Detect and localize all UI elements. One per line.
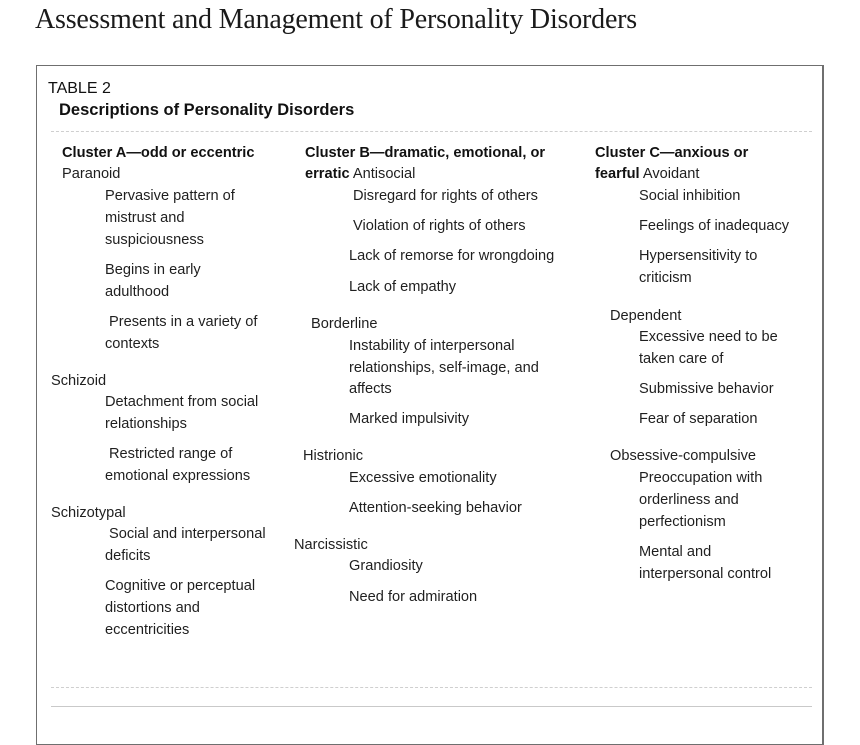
feature-text: adulthood <box>105 284 170 300</box>
feature-text: Lack of remorse for wrongdoing <box>349 248 555 264</box>
feature-text: mistrust and <box>105 210 185 226</box>
feature-text: Fear of separation <box>639 411 758 427</box>
feature-text: Mental and <box>639 544 712 560</box>
feature-text: Social inhibition <box>639 188 741 204</box>
feature-text: orderliness and <box>639 492 739 508</box>
feature-text: Presents in a variety of <box>109 314 258 330</box>
cluster-b-heading-line2 <box>305 164 415 186</box>
feature-text: Hypersensitivity to <box>639 248 758 264</box>
cluster-b-heading: Cluster B—dramatic, emotional, or <box>305 145 546 161</box>
feature-text: Grandiosity <box>349 558 423 574</box>
cluster-b-heading-tail: erratic <box>305 166 350 182</box>
feature-text: Attention-seeking behavior <box>349 500 522 516</box>
feature-text: Submissive behavior <box>639 381 774 397</box>
disorder-histrionic: Histrionic <box>303 448 364 464</box>
feature-text: Need for admiration <box>349 589 478 605</box>
feature-text: perfectionism <box>639 514 726 530</box>
footer-divider <box>51 706 812 707</box>
header-divider <box>51 131 812 132</box>
feature-text: Disregard for rights of others <box>353 188 538 204</box>
disorder-paranoid: Paranoid <box>62 166 121 182</box>
disorder-obsessive-compulsive: Obsessive-compulsive <box>610 448 756 464</box>
cluster-c-heading: Cluster C—anxious or <box>595 145 749 161</box>
feature-text: Violation of rights of others <box>353 218 526 234</box>
feature-text: Cognitive or perceptual <box>105 578 256 594</box>
feature-text: Social and interpersonal <box>109 526 266 542</box>
feature-text: relationships <box>105 416 187 432</box>
page-title: Assessment and Management of Personality Disorders <box>35 4 637 35</box>
disorder-avoidant: Avoidant <box>642 166 700 182</box>
table-caption: Descriptions of Personality Disorders <box>59 101 355 119</box>
disorder-antisocial: Antisocial <box>352 166 416 182</box>
feature-text: Excessive emotionality <box>349 470 497 486</box>
feature-text: Begins in early <box>105 262 201 278</box>
feature-text: suspiciousness <box>105 232 204 248</box>
disorder-schizoid: Schizoid <box>51 373 107 389</box>
table-2 <box>36 65 824 745</box>
feature-text: Preoccupation with <box>639 470 763 486</box>
feature-text: Marked impulsivity <box>349 411 470 427</box>
feature-text: Detachment from social <box>105 394 259 410</box>
feature-text: Restricted range of <box>109 446 233 462</box>
feature-text: Instability of interpersonal <box>349 338 515 354</box>
feature-text: Excessive need to be <box>639 329 778 345</box>
disorder-borderline: Borderline <box>311 316 378 332</box>
cluster-a-heading: Cluster A—odd or eccentric <box>62 145 255 161</box>
disorder-schizotypal: Schizotypal <box>51 505 126 521</box>
feature-text: distortions and <box>105 600 200 616</box>
feature-text: Pervasive pattern of <box>105 188 235 204</box>
feature-text: taken care of <box>639 351 724 367</box>
feature-text: criticism <box>639 270 692 286</box>
cluster-c-heading-tail: fearful <box>595 166 640 182</box>
feature-text: emotional expressions <box>105 468 251 484</box>
feature-text: interpersonal control <box>639 566 772 582</box>
disorder-narcissistic: Narcissistic <box>294 537 368 553</box>
feature-text: contexts <box>105 336 160 352</box>
cluster-c-heading-line2 <box>595 164 699 186</box>
table-label: TABLE 2 <box>48 80 111 97</box>
feature-text: Lack of empathy <box>349 279 457 295</box>
feature-text: affects <box>349 381 392 397</box>
feature-text: eccentricities <box>105 622 190 638</box>
feature-text: relationships, self-image, and <box>349 360 539 376</box>
footer-divider-dotted <box>51 687 812 688</box>
feature-text: Feelings of inadequacy <box>639 218 790 234</box>
disorder-dependent: Dependent <box>610 308 682 324</box>
feature-text: deficits <box>105 548 151 564</box>
